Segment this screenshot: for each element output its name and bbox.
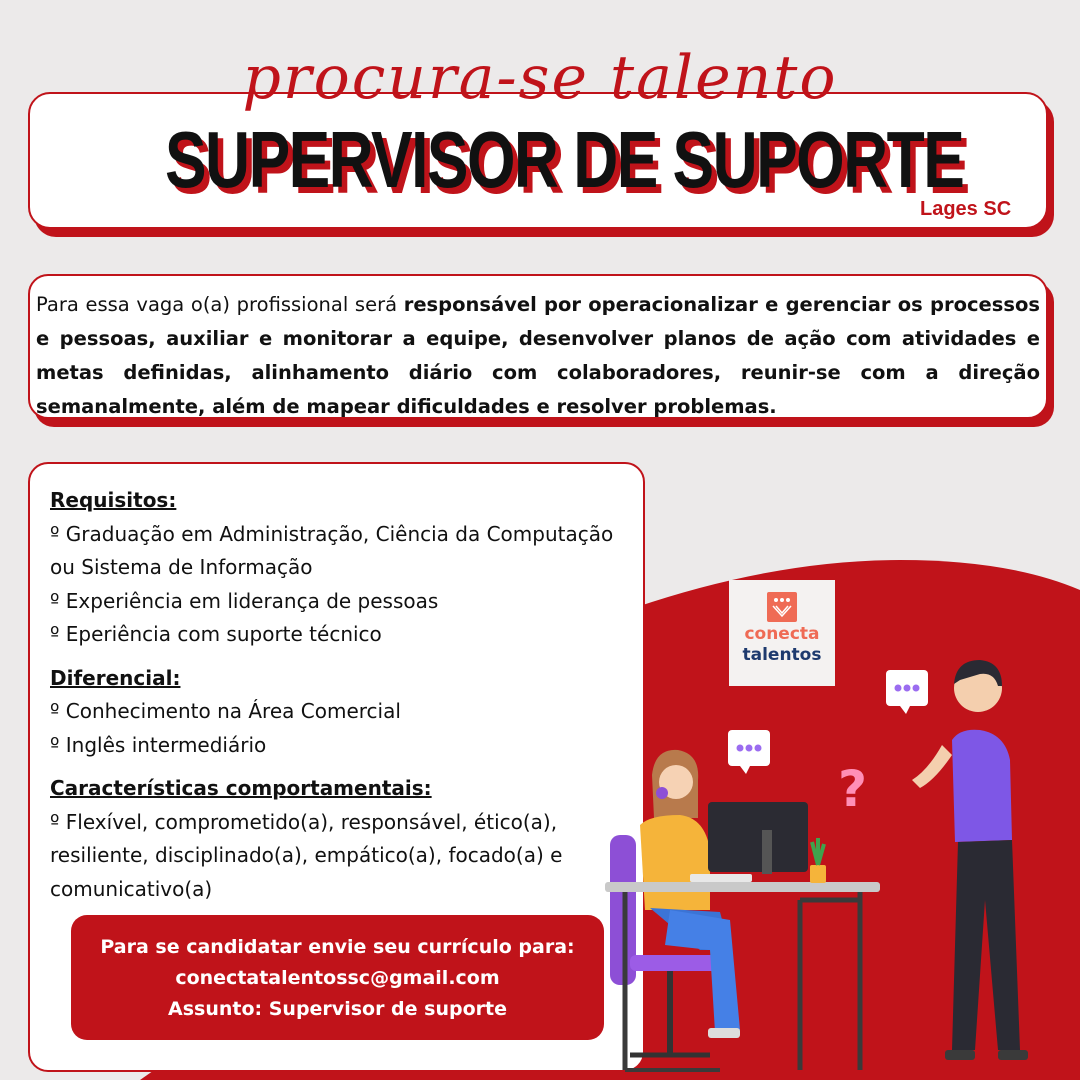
requirement-item: º Graduação em Administração, Ciência da Computação ou Sistema de Informação [50,521,614,579]
differential-heading: Diferencial: [50,665,181,690]
description-text [36,288,1040,424]
description-card [28,274,1048,419]
logo-icon [767,592,797,622]
differential-item: º Conhecimento na Área Comercial [50,699,401,723]
apply-box [71,915,604,1040]
description-intro: Para essa vaga o(a) profissional será [36,293,404,316]
apply-subject: Assunto: Supervisor de suporte [168,998,507,1020]
speech-bubble-icon [886,670,928,714]
job-location: Lages SC [920,198,1012,220]
job-title: SUPERVISOR DE SUPORTE [165,115,964,204]
script-title: procura-se talento [242,43,838,113]
requirements-content [50,484,630,906]
requirements-heading: Requisitos: [50,488,177,512]
speech-bubble-icon [728,730,770,774]
behavioral-heading: Características comportamentais: [50,776,432,800]
behavioral-text: º Flexível, comprometido(a), responsável, ético(a), resiliente, disciplinado(a), empático(a), focado(a) e comunicativo(a) [50,809,563,901]
apply-instruction: Para se candidatar envie seu currículo para: [100,936,575,958]
differential-item: º Inglês intermediário [50,732,267,757]
description-bold: responsável por operacionalizar e gerenciar os processos e pessoas, auxiliar e monitorar a equipe, desenvolver planos de ação com atividades e metas definidas, alinhamento diário com colaboradores, reunir-se com a direção semanalmente, além de mapear dificuldades e resolver problemas. [36,293,1040,418]
requirement-item: º Eperiência com suporte técnico [50,622,382,646]
logo-text-conecta: conecta [744,624,820,644]
requirement-item: º Experiência em liderança de pessoas [50,588,439,613]
support-team-illustration [580,650,1060,1080]
question-mark-icon: ? [838,760,868,818]
apply-email[interactable]: conectatalentossc@gmail.com [175,967,500,989]
logo-text-talentos: talentos [742,645,822,665]
